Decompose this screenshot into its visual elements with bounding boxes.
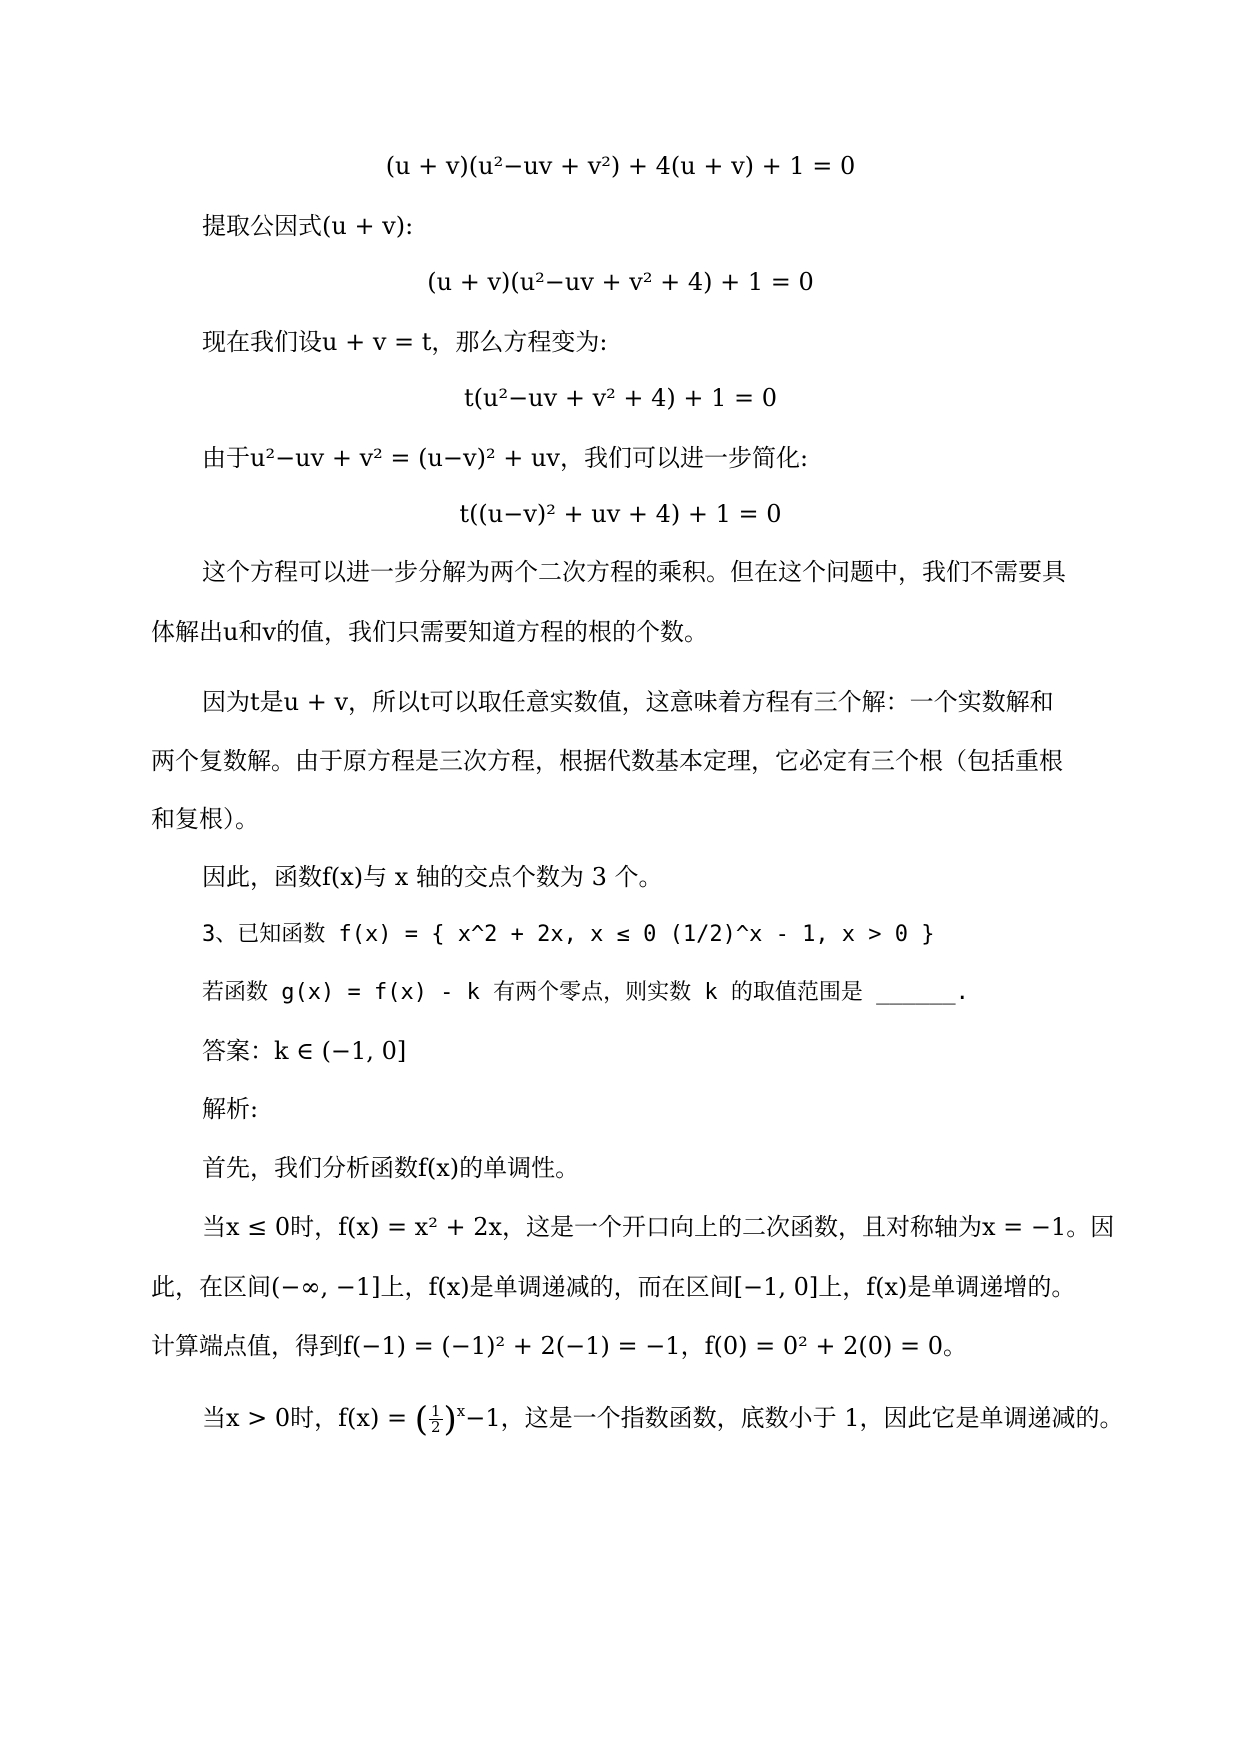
paragraph-substitute: 现在我们设u + v = t，那么方程变为:: [202, 328, 608, 356]
equation-3: t(u²−uv + v² + 4) + 1 = 0: [463, 384, 778, 412]
paragraph-conclusion: 因此，函数f(x)与 x 轴的交点个数为 3 个。: [202, 863, 663, 891]
exponential-text-pre: 当x > 0时，f(x) =: [202, 1404, 415, 1432]
paragraph-quadratic-line1: 当x ≤ 0时，f(x) = x² + 2x，这是一个开口向上的二次函数，且对称轴为x = −1。因: [202, 1213, 1115, 1241]
fraction-denominator: 2: [430, 1418, 441, 1436]
paragraph-decompose-line1: 这个方程可以进一步分解为两个二次方程的乘积。但在这个问题中，我们不需要具: [202, 558, 1066, 586]
equation-1: (u + v)(u²−uv + v²) + 4(u + v) + 1 = 0: [385, 152, 856, 180]
paragraph-roots-line2: 两个复数解。由于原方程是三次方程，根据代数基本定理，它必定有三个根（包括重根: [151, 747, 1063, 775]
fraction-one-half: [429, 1404, 443, 1435]
paragraph-exponential: [202, 1399, 1124, 1440]
right-paren: ): [443, 1399, 457, 1440]
paragraph-quadratic-line3: 计算端点值，得到f(−1) = (−1)² + 2(−1) = −1，f(0) = 0² + 2(0) = 0。: [151, 1332, 967, 1360]
paragraph-factor: 提取公因式(u + v):: [202, 212, 414, 240]
fraction-numerator: 1: [430, 1402, 441, 1420]
exponential-text-post: −1，这是一个指数函数，底数小于 1，因此它是单调递减的。: [465, 1404, 1124, 1432]
equation-4: t((u−v)² + uv + 4) + 1 = 0: [459, 500, 782, 528]
equation-2: (u + v)(u²−uv + v² + 4) + 1 = 0: [427, 268, 814, 296]
paragraph-simplify: 由于u²−uv + v² = (u−v)² + uv，我们可以进一步简化:: [202, 444, 809, 472]
answer-line: 答案：k ∈ (−1, 0]: [202, 1037, 407, 1065]
analysis-heading: 解析:: [202, 1095, 259, 1123]
paragraph-roots-line1: 因为t是u + v，所以t可以取任意实数值，这意味着方程有三个解：一个实数解和: [202, 688, 1054, 716]
paragraph-monotonicity: 首先，我们分析函数f(x)的单调性。: [202, 1154, 580, 1182]
paragraph-decompose-line2: 体解出u和v的值，我们只需要知道方程的根的个数。: [151, 618, 709, 646]
paragraph-quadratic-line2: 此，在区间(−∞, −1]上，f(x)是单调递减的，而在区间[−1, 0]上，f(x)是单调递增的。: [151, 1273, 1076, 1301]
left-paren: (: [414, 1399, 428, 1440]
question-3-prompt: 若函数 g(x) = f(x) - k 有两个零点，则实数 k 的取值范围是 ______.: [202, 980, 969, 1005]
exponent-x: x: [456, 1402, 466, 1420]
question-3-function: 3、已知函数 f(x) = { x^2 + 2x, x ≤ 0 (1/2)^x - 1, x > 0 }: [202, 922, 935, 947]
paragraph-roots-line3: 和复根）。: [151, 805, 259, 833]
